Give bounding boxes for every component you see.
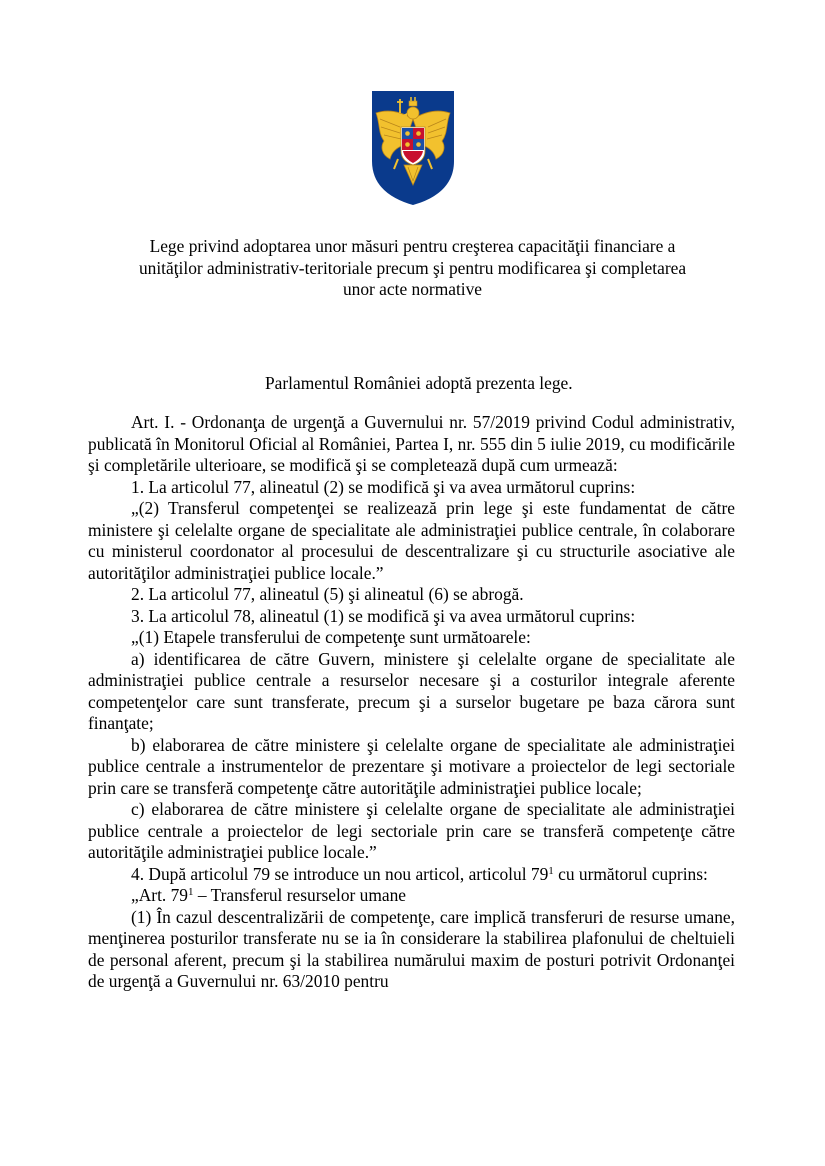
art-79-text-before: „Art. 79 [131, 885, 188, 905]
item-4-text-before: 4. După articolul 79 se introduce un nou articol, articolul 79 [131, 863, 549, 884]
law-title [100, 236, 725, 301]
law-body [88, 412, 735, 993]
art-79-text-after: – Transferul resurselor umane [193, 885, 407, 905]
amendment-item-3: 3. La articolul 78, alineatul (1) se modifică şi va avea următorul cuprins: [131, 605, 636, 626]
amendment-item-1-text: „(2) Transferul competenţei se realizează prin lege şi este fundamentat de către ministere şi celelalte organe de specialitate ale administraţiei publice centrale, în colaborare cu ministerul coordonator al procesului de descentralizare şi cu structurile asociative ale autorităţilor administraţiei publice locale.” [88, 498, 735, 583]
amendment-item-3-b: b) elaborarea de către ministere şi celelalte organe de specialitate ale administraţiei publice centrale a instrumentelor de prezentare şi motivare a proiectelor de legi sectoriale prin care se transferă competenţe către autorităţile administraţiei publice locale; [88, 734, 735, 798]
amendment-item-3-text: „(1) Etapele transferului de competenţe sunt următoarele: [131, 627, 531, 647]
amendment-item-1: 1. La articolul 77, alineatul (2) se modifică şi va avea următorul cuprins: [131, 476, 636, 497]
article-79-1-paragraph-1: (1) În cazul descentralizării de competenţe, care implică transferuri de resurse umane, menţinerea posturilor transferate nu se ia în considerare la stabilirea plafonului de cheltuieli de personal aferent, precum şi la stabilirea numărului maxim de posturi potrivit Ordonanţei de urgenţă a Guvernului nr. 63/2010 pentru [88, 906, 735, 991]
amendment-item-2: 2. La articolul 77, alineatul (5) şi alineatul (6) se abrogă. [131, 584, 524, 604]
article-1-intro: Art. I. - Ordonanţa de urgenţă a Guvernului nr. 57/2019 privind Codul administrativ, publicată în Monitorul Oficial al României, Partea I, nr. 555 din 5 iulie 2019, cu modificările şi completările ulterioare, se modifică şi se completează după cum urmează: [88, 412, 735, 475]
coat-of-arms-icon [370, 89, 456, 207]
title-line: unităţilor administrativ-teritoriale precum şi pentru modificarea şi completarea [138, 257, 687, 278]
enactment-formula: Parlamentul României adoptă prezenta lege. [265, 373, 573, 393]
title-line: unor acte normative [342, 279, 483, 299]
amendment-item-4 [88, 864, 735, 886]
item-4-text-after: cu următorul cuprins: [553, 863, 708, 884]
art-79-superscript: 1 [188, 886, 194, 898]
amendment-item-3-c: c) elaborarea de către ministere şi celelalte organe de specialitate ale administraţiei publice centrale a proiectelor de legi sectoriale prin care se transferă competenţe către autorităţile administraţiei publice locale.” [88, 799, 735, 862]
amendment-item-3-a: a) identificarea de către Guvern, ministere şi celelalte organe de specialitate ale administraţiei publice centrale a resurselor necesare şi a costurilor integrale aferente competenţelor care sunt transferate, precum şi a surselor bugetare pe baza cărora sunt finanţate; [88, 648, 735, 733]
title-line: Lege privind adoptarea unor măsuri pentru creşterea capacităţii financiare a [149, 236, 676, 256]
item-4-superscript: 1 [548, 864, 554, 877]
article-79-1-heading [88, 885, 735, 907]
